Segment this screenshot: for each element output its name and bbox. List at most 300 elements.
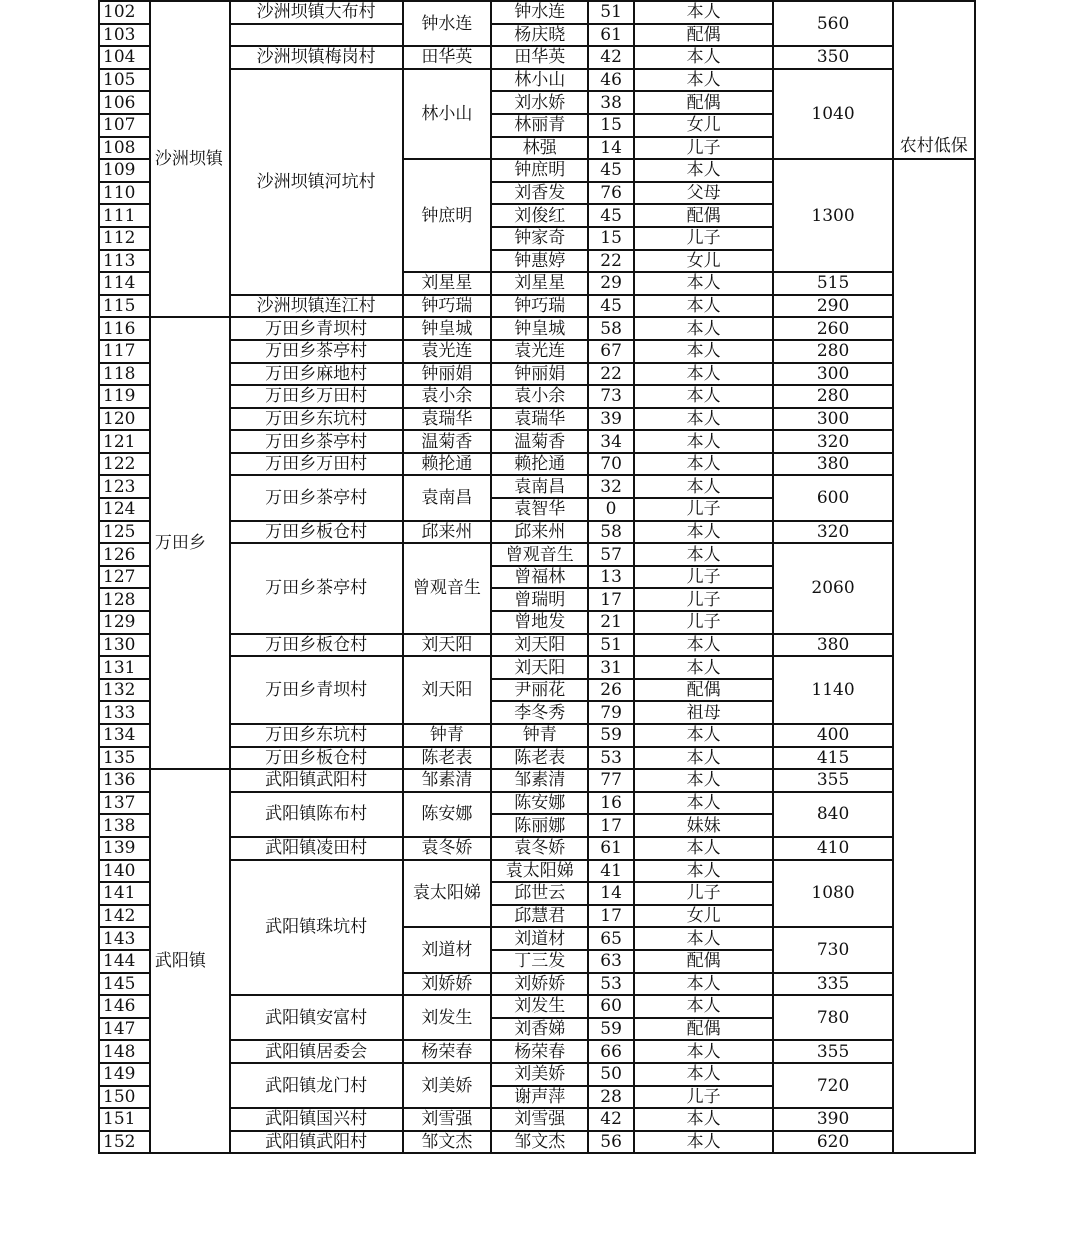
amount-cell: 2060 [773, 543, 892, 633]
member-name-cell: 曾观音生 [491, 543, 588, 566]
household-head-cell: 刘天阳 [403, 634, 492, 657]
row-number-cell: 130 [99, 634, 150, 657]
amount-cell: 780 [773, 995, 892, 1040]
relationship-cell: 本人 [634, 1108, 773, 1131]
relationship-cell: 妹妹 [634, 814, 773, 837]
row-number-cell: 149 [99, 1063, 150, 1086]
relationship-cell: 本人 [634, 1063, 773, 1086]
amount-cell: 840 [773, 792, 892, 837]
household-head-cell: 刘娇娇 [403, 973, 492, 996]
row-number-cell: 122 [99, 453, 150, 476]
row-number-cell: 137 [99, 792, 150, 815]
member-name-cell: 刘雪强 [491, 1108, 588, 1131]
amount-cell: 320 [773, 430, 892, 453]
row-number-cell: 148 [99, 1040, 150, 1063]
village-cell: 武阳镇国兴村 [230, 1108, 403, 1131]
row-number-cell: 145 [99, 973, 150, 996]
age-cell: 42 [588, 46, 634, 69]
member-name-cell: 邱世云 [491, 882, 588, 905]
member-name-cell: 刘道材 [491, 927, 588, 950]
row-number-cell: 110 [99, 182, 150, 205]
age-cell: 73 [588, 385, 634, 408]
row-number-cell: 138 [99, 814, 150, 837]
relationship-cell: 配偶 [634, 679, 773, 702]
age-cell: 14 [588, 882, 634, 905]
relationship-cell: 本人 [634, 1, 773, 24]
age-cell: 17 [588, 814, 634, 837]
age-cell: 26 [588, 679, 634, 702]
member-name-cell: 邱来州 [491, 521, 588, 544]
row-number-cell: 103 [99, 24, 150, 47]
relationship-cell: 父母 [634, 182, 773, 205]
town-cell: 武阳镇 [150, 769, 230, 1153]
household-head-cell: 钟青 [403, 724, 492, 747]
relationship-cell: 本人 [634, 1131, 773, 1154]
amount-cell: 355 [773, 769, 892, 792]
village-cell: 武阳镇居委会 [230, 1040, 403, 1063]
row-number-cell: 106 [99, 91, 150, 114]
amount-cell: 300 [773, 408, 892, 431]
household-head-cell: 邹素清 [403, 769, 492, 792]
row-number-cell: 107 [99, 114, 150, 137]
household-head-cell: 袁瑞华 [403, 408, 492, 431]
amount-cell: 355 [773, 1040, 892, 1063]
blank-column-cell [975, 1, 1080, 1153]
age-cell: 16 [588, 792, 634, 815]
village-cell: 万田乡万田村 [230, 453, 403, 476]
row-number-cell: 104 [99, 46, 150, 69]
age-cell: 60 [588, 995, 634, 1018]
age-cell: 32 [588, 475, 634, 498]
age-cell: 53 [588, 747, 634, 770]
household-head-cell: 袁光连 [403, 340, 492, 363]
relationship-cell: 祖母 [634, 701, 773, 724]
row-number-cell: 142 [99, 905, 150, 928]
member-name-cell: 曾福林 [491, 566, 588, 589]
relationship-cell: 本人 [634, 769, 773, 792]
amount-cell: 300 [773, 363, 892, 386]
age-cell: 56 [588, 1131, 634, 1154]
age-cell: 53 [588, 973, 634, 996]
household-head-cell: 钟丽娟 [403, 363, 492, 386]
amount-cell: 410 [773, 837, 892, 860]
amount-cell: 290 [773, 295, 892, 318]
member-name-cell: 刘发生 [491, 995, 588, 1018]
assistance-type-cell: 农村低保 [893, 1, 975, 159]
row-number-cell: 132 [99, 679, 150, 702]
village-cell: 万田乡茶亭村 [230, 475, 403, 520]
relationship-cell: 本人 [634, 159, 773, 182]
age-cell: 21 [588, 611, 634, 634]
village-cell: 武阳镇安富村 [230, 995, 403, 1040]
relationship-cell: 本人 [634, 385, 773, 408]
member-name-cell: 钟青 [491, 724, 588, 747]
household-head-cell: 温菊香 [403, 430, 492, 453]
household-head-cell: 田华英 [403, 46, 492, 69]
row-number-cell: 108 [99, 137, 150, 160]
relationship-cell: 儿子 [634, 611, 773, 634]
relationship-cell: 配偶 [634, 1018, 773, 1041]
amount-cell: 390 [773, 1108, 892, 1131]
row-number-cell: 129 [99, 611, 150, 634]
amount-cell: 1300 [773, 159, 892, 272]
member-name-cell: 曾瑞明 [491, 588, 588, 611]
relationship-cell: 本人 [634, 46, 773, 69]
age-cell: 57 [588, 543, 634, 566]
age-cell: 77 [588, 769, 634, 792]
household-head-cell: 赖抡通 [403, 453, 492, 476]
household-head-cell: 陈老表 [403, 747, 492, 770]
row-number-cell: 128 [99, 588, 150, 611]
row-number-cell: 117 [99, 340, 150, 363]
member-name-cell: 钟丽娟 [491, 363, 588, 386]
household-head-cell: 钟水连 [403, 1, 492, 46]
row-number-cell: 113 [99, 250, 150, 273]
member-name-cell: 钟巧瑞 [491, 295, 588, 318]
relationship-cell: 本人 [634, 927, 773, 950]
village-cell: 武阳镇龙门村 [230, 1063, 403, 1108]
age-cell: 76 [588, 182, 634, 205]
row-number-cell: 120 [99, 408, 150, 431]
household-head-cell: 袁太阳娣 [403, 860, 492, 928]
age-cell: 45 [588, 159, 634, 182]
row-number-cell: 123 [99, 475, 150, 498]
age-cell: 41 [588, 860, 634, 883]
age-cell: 34 [588, 430, 634, 453]
amount-cell: 1080 [773, 860, 892, 928]
age-cell: 15 [588, 227, 634, 250]
row-number-cell: 115 [99, 295, 150, 318]
village-cell: 万田乡青坝村 [230, 656, 403, 724]
age-cell: 59 [588, 1018, 634, 1041]
household-head-cell: 刘道材 [403, 927, 492, 972]
age-cell: 67 [588, 340, 634, 363]
row-number-cell: 150 [99, 1086, 150, 1109]
age-cell: 42 [588, 1108, 634, 1131]
relationship-cell: 本人 [634, 837, 773, 860]
town-cell: 沙洲坝镇 [150, 1, 230, 317]
household-head-cell: 林小山 [403, 69, 492, 159]
relationship-cell: 本人 [634, 995, 773, 1018]
relationship-cell: 女儿 [634, 250, 773, 273]
row-number-cell: 139 [99, 837, 150, 860]
amount-cell: 1140 [773, 656, 892, 724]
relationship-cell: 本人 [634, 634, 773, 657]
member-name-cell: 刘美娇 [491, 1063, 588, 1086]
member-name-cell: 刘天阳 [491, 634, 588, 657]
relationship-cell: 配偶 [634, 91, 773, 114]
age-cell: 0 [588, 498, 634, 521]
age-cell: 22 [588, 363, 634, 386]
village-cell: 沙洲坝镇河坑村 [230, 69, 403, 295]
relationship-cell: 本人 [634, 295, 773, 318]
row-number-cell: 124 [99, 498, 150, 521]
relationship-cell: 本人 [634, 272, 773, 295]
row-number-cell: 125 [99, 521, 150, 544]
amount-cell: 620 [773, 1131, 892, 1154]
row-number-cell: 112 [99, 227, 150, 250]
relationship-cell: 本人 [634, 543, 773, 566]
row-number-cell: 116 [99, 317, 150, 340]
village-cell: 万田乡茶亭村 [230, 430, 403, 453]
relationship-cell: 本人 [634, 792, 773, 815]
age-cell: 29 [588, 272, 634, 295]
member-name-cell: 钟庶明 [491, 159, 588, 182]
village-cell: 武阳镇武阳村 [230, 1131, 403, 1154]
member-name-cell: 钟惠婷 [491, 250, 588, 273]
member-name-cell: 田华英 [491, 46, 588, 69]
relationship-cell: 儿子 [634, 137, 773, 160]
household-head-cell: 袁小余 [403, 385, 492, 408]
member-name-cell: 杨荣春 [491, 1040, 588, 1063]
amount-cell: 415 [773, 747, 892, 770]
household-head-cell: 杨荣春 [403, 1040, 492, 1063]
member-name-cell: 杨庆晓 [491, 24, 588, 47]
age-cell: 65 [588, 927, 634, 950]
village-cell: 万田乡板仓村 [230, 521, 403, 544]
relationship-cell: 儿子 [634, 566, 773, 589]
member-name-cell: 刘香娣 [491, 1018, 588, 1041]
village-cell: 万田乡板仓村 [230, 634, 403, 657]
member-name-cell: 袁太阳娣 [491, 860, 588, 883]
row-number-cell: 135 [99, 747, 150, 770]
row-number-cell: 140 [99, 860, 150, 883]
household-head-cell: 刘美娇 [403, 1063, 492, 1108]
relationship-cell: 本人 [634, 69, 773, 92]
household-head-cell: 邱来州 [403, 521, 492, 544]
member-name-cell: 林强 [491, 137, 588, 160]
relationship-cell: 配偶 [634, 24, 773, 47]
relationship-cell: 本人 [634, 408, 773, 431]
relationship-cell: 本人 [634, 363, 773, 386]
village-cell: 武阳镇凌田村 [230, 837, 403, 860]
age-cell: 61 [588, 24, 634, 47]
member-name-cell: 袁南昌 [491, 475, 588, 498]
member-name-cell: 袁冬娇 [491, 837, 588, 860]
row-number-cell: 133 [99, 701, 150, 724]
member-name-cell: 钟水连 [491, 1, 588, 24]
relationship-cell: 儿子 [634, 882, 773, 905]
member-name-cell: 林小山 [491, 69, 588, 92]
amount-cell: 730 [773, 927, 892, 972]
member-name-cell: 邹素清 [491, 769, 588, 792]
member-name-cell: 谢声萍 [491, 1086, 588, 1109]
member-name-cell: 陈丽娜 [491, 814, 588, 837]
amount-cell: 320 [773, 521, 892, 544]
row-number-cell: 126 [99, 543, 150, 566]
amount-cell: 350 [773, 46, 892, 69]
member-name-cell: 邹文杰 [491, 1131, 588, 1154]
village-cell: 万田乡茶亭村 [230, 340, 403, 363]
amount-cell: 280 [773, 385, 892, 408]
member-name-cell: 刘香发 [491, 182, 588, 205]
village-cell: 沙洲坝镇大布村 [230, 1, 403, 24]
age-cell: 70 [588, 453, 634, 476]
age-cell: 39 [588, 408, 634, 431]
amount-cell: 380 [773, 634, 892, 657]
table-row [99, 1, 1080, 24]
village-cell: 沙洲坝镇连江村 [230, 295, 403, 318]
row-number-cell: 151 [99, 1108, 150, 1131]
amount-cell: 260 [773, 317, 892, 340]
age-cell: 51 [588, 1, 634, 24]
age-cell: 22 [588, 250, 634, 273]
amount-cell: 400 [773, 724, 892, 747]
row-number-cell: 102 [99, 1, 150, 24]
household-head-cell: 刘星星 [403, 272, 492, 295]
row-number-cell: 152 [99, 1131, 150, 1154]
row-number-cell: 131 [99, 656, 150, 679]
relationship-cell: 本人 [634, 475, 773, 498]
village-cell: 武阳镇珠坑村 [230, 860, 403, 996]
relationship-cell: 儿子 [634, 1086, 773, 1109]
row-number-cell: 119 [99, 385, 150, 408]
age-cell: 79 [588, 701, 634, 724]
village-cell: 万田乡麻地村 [230, 363, 403, 386]
age-cell: 45 [588, 295, 634, 318]
age-cell: 45 [588, 204, 634, 227]
amount-cell: 600 [773, 475, 892, 520]
member-name-cell: 袁智华 [491, 498, 588, 521]
relationship-cell: 本人 [634, 453, 773, 476]
member-name-cell: 刘俊红 [491, 204, 588, 227]
row-number-cell: 143 [99, 927, 150, 950]
relationship-cell: 女儿 [634, 905, 773, 928]
member-name-cell: 钟皇城 [491, 317, 588, 340]
member-name-cell: 邱慧君 [491, 905, 588, 928]
amount-cell: 280 [773, 340, 892, 363]
member-name-cell: 袁瑞华 [491, 408, 588, 431]
member-name-cell: 林丽青 [491, 114, 588, 137]
member-name-cell: 陈安娜 [491, 792, 588, 815]
relationship-cell: 本人 [634, 747, 773, 770]
age-cell: 28 [588, 1086, 634, 1109]
village-cell: 万田乡东坑村 [230, 724, 403, 747]
village-cell [230, 24, 403, 47]
row-number-cell: 121 [99, 430, 150, 453]
age-cell: 15 [588, 114, 634, 137]
village-cell: 万田乡板仓村 [230, 747, 403, 770]
age-cell: 13 [588, 566, 634, 589]
household-head-cell: 钟巧瑞 [403, 295, 492, 318]
amount-cell: 720 [773, 1063, 892, 1108]
member-name-cell: 陈老表 [491, 747, 588, 770]
age-cell: 14 [588, 137, 634, 160]
village-cell: 万田乡万田村 [230, 385, 403, 408]
member-name-cell: 刘星星 [491, 272, 588, 295]
household-head-cell: 刘雪强 [403, 1108, 492, 1131]
row-number-cell: 118 [99, 363, 150, 386]
row-number-cell: 146 [99, 995, 150, 1018]
relationship-cell: 本人 [634, 430, 773, 453]
row-number-cell: 134 [99, 724, 150, 747]
relationship-cell: 儿子 [634, 588, 773, 611]
member-name-cell: 尹丽花 [491, 679, 588, 702]
row-number-cell: 114 [99, 272, 150, 295]
relationship-cell: 儿子 [634, 227, 773, 250]
row-number-cell: 144 [99, 950, 150, 973]
age-cell: 59 [588, 724, 634, 747]
age-cell: 63 [588, 950, 634, 973]
member-name-cell: 温菊香 [491, 430, 588, 453]
member-name-cell: 刘天阳 [491, 656, 588, 679]
village-cell: 武阳镇陈布村 [230, 792, 403, 837]
relief-roster-table [98, 0, 1080, 1154]
row-number-cell: 109 [99, 159, 150, 182]
relationship-cell: 本人 [634, 656, 773, 679]
amount-cell: 1040 [773, 69, 892, 159]
row-number-cell: 141 [99, 882, 150, 905]
household-head-cell: 钟皇城 [403, 317, 492, 340]
member-name-cell: 钟家奇 [491, 227, 588, 250]
amount-cell: 380 [773, 453, 892, 476]
village-cell: 沙洲坝镇梅岗村 [230, 46, 403, 69]
household-head-cell: 刘天阳 [403, 656, 492, 724]
row-number-cell: 127 [99, 566, 150, 589]
age-cell: 58 [588, 521, 634, 544]
village-cell: 万田乡青坝村 [230, 317, 403, 340]
member-name-cell: 曾地发 [491, 611, 588, 634]
row-number-cell: 105 [99, 69, 150, 92]
row-number-cell: 147 [99, 1018, 150, 1041]
household-head-cell: 袁南昌 [403, 475, 492, 520]
household-head-cell: 曾观音生 [403, 543, 492, 633]
relationship-cell: 本人 [634, 860, 773, 883]
age-cell: 46 [588, 69, 634, 92]
household-head-cell: 邹文杰 [403, 1131, 492, 1154]
member-name-cell: 赖抡通 [491, 453, 588, 476]
member-name-cell: 袁小余 [491, 385, 588, 408]
amount-cell: 335 [773, 973, 892, 996]
village-cell: 武阳镇武阳村 [230, 769, 403, 792]
member-name-cell: 李冬秀 [491, 701, 588, 724]
relationship-cell: 女儿 [634, 114, 773, 137]
age-cell: 31 [588, 656, 634, 679]
town-cell: 万田乡 [150, 317, 230, 769]
village-cell: 万田乡茶亭村 [230, 543, 403, 633]
amount-cell: 560 [773, 1, 892, 46]
village-cell: 万田乡东坑村 [230, 408, 403, 431]
age-cell: 58 [588, 317, 634, 340]
relationship-cell: 本人 [634, 1040, 773, 1063]
age-cell: 17 [588, 588, 634, 611]
member-name-cell: 丁三发 [491, 950, 588, 973]
household-head-cell: 刘发生 [403, 995, 492, 1040]
household-head-cell: 袁冬娇 [403, 837, 492, 860]
row-number-cell: 111 [99, 204, 150, 227]
member-name-cell: 袁光连 [491, 340, 588, 363]
relationship-cell: 配偶 [634, 204, 773, 227]
relationship-cell: 配偶 [634, 950, 773, 973]
relationship-cell: 本人 [634, 340, 773, 363]
age-cell: 17 [588, 905, 634, 928]
relationship-cell: 本人 [634, 973, 773, 996]
relationship-cell: 本人 [634, 521, 773, 544]
member-name-cell: 刘娇娇 [491, 973, 588, 996]
age-cell: 61 [588, 837, 634, 860]
row-number-cell: 136 [99, 769, 150, 792]
household-head-cell: 钟庶明 [403, 159, 492, 272]
age-cell: 66 [588, 1040, 634, 1063]
member-name-cell: 刘水娇 [491, 91, 588, 114]
age-cell: 38 [588, 91, 634, 114]
age-cell: 50 [588, 1063, 634, 1086]
relationship-cell: 本人 [634, 317, 773, 340]
household-head-cell: 陈安娜 [403, 792, 492, 837]
age-cell: 51 [588, 634, 634, 657]
table-body [99, 1, 1080, 1153]
amount-cell: 515 [773, 272, 892, 295]
